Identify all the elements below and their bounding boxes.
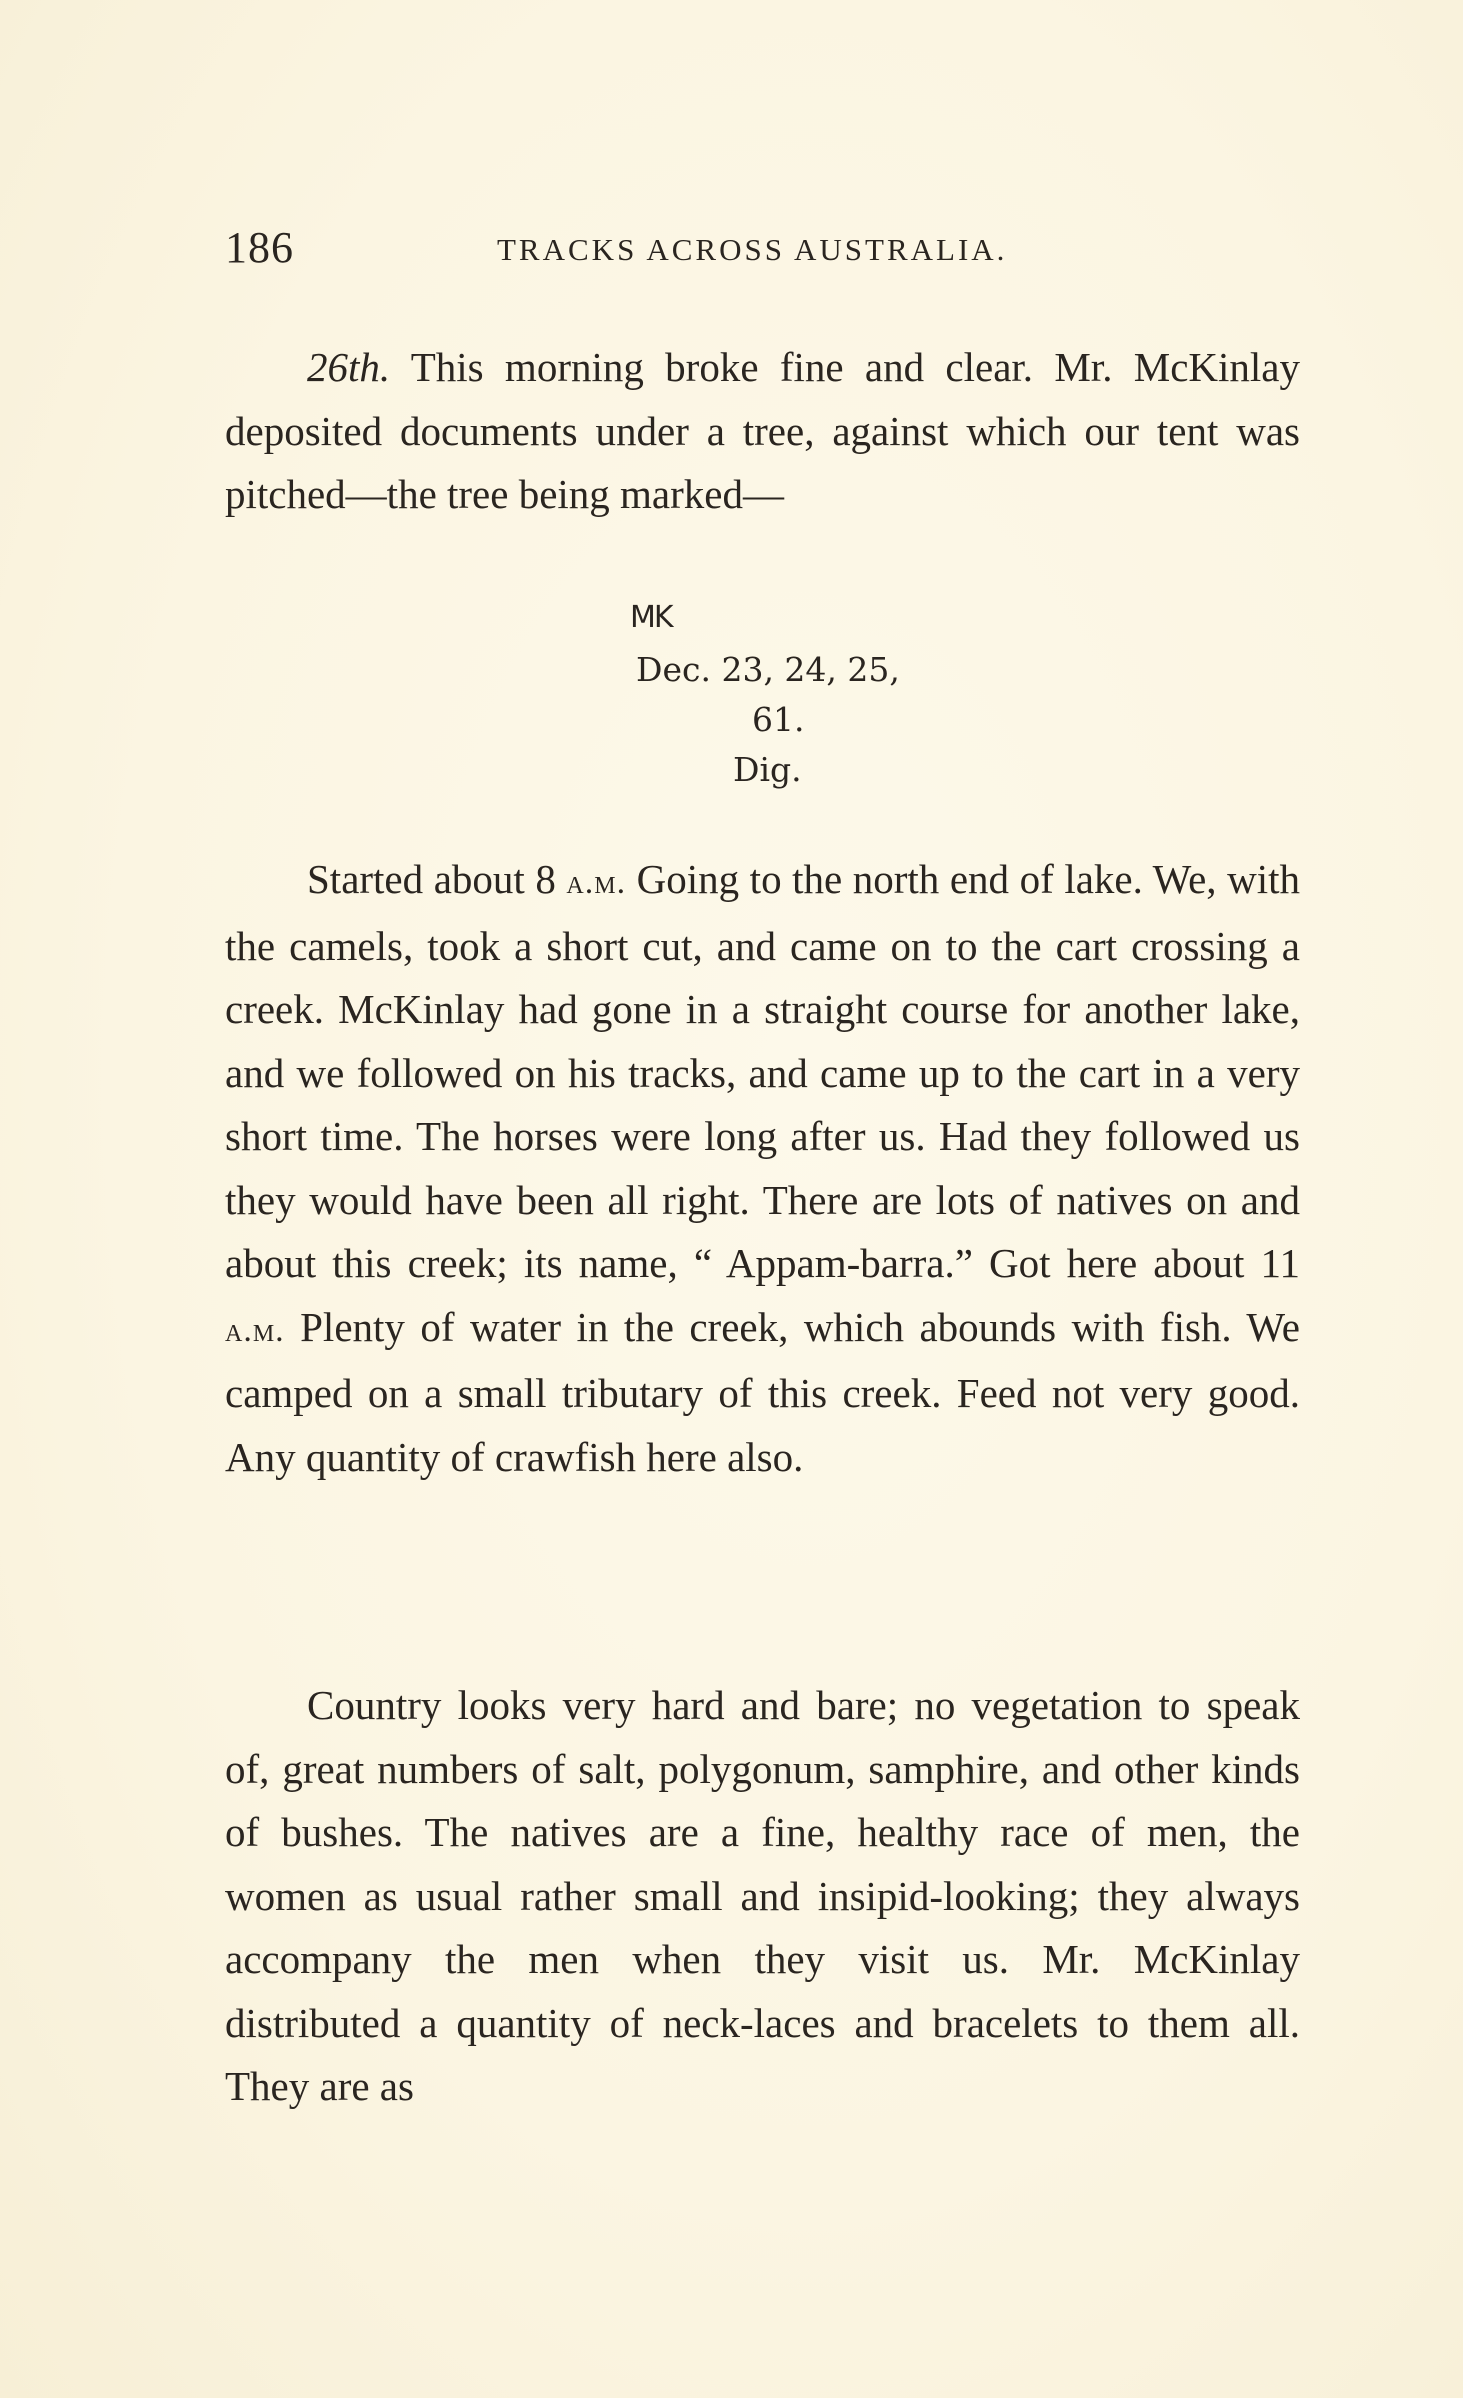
tree-inscription-dig: Dig. xyxy=(733,750,802,789)
running-head: TRACKS ACROSS AUSTRALIA. xyxy=(497,232,1008,267)
time-am-1: a.m. xyxy=(566,864,627,901)
paragraph-2-text xyxy=(225,848,1300,1489)
paragraph-2-part-2: Going to the north end of lake. We, with the camels, took a short cut, and came on to the cart crossing a creek. McKinlay had gone in a straight course for another lake, and we followed on his tracks, and came up to the cart in a very short time. The horses were long after us. Had they followed us they would have been all right. There are lots of natives on and about this creek; its name, “ Appam-barra.” Got here about 11 xyxy=(225,856,1300,1286)
tree-inscription-year: 61. xyxy=(752,700,805,739)
paragraph-2-part-1: Started about 8 xyxy=(307,856,567,902)
paragraph-2-part-3: Plenty of water in the creek, which abounds with fish. We camped on a small tributary of this creek. Feed not very good. Any quantity of crawfish here also. xyxy=(225,1303,1300,1480)
paragraph-1-body: This morning broke fine and clear. Mr. McKinlay deposited documents under a tree, against which our tent was pitched—the tree being marked— xyxy=(225,344,1300,517)
page-header xyxy=(225,222,1305,282)
time-am-2: a.m. xyxy=(225,1311,285,1349)
tree-inscription-dates: Dec. 23, 24, 25, xyxy=(636,650,900,689)
paragraph-1 xyxy=(225,336,1300,527)
tree-inscription-initials: MK xyxy=(630,600,672,635)
paragraph-2 xyxy=(225,848,1300,1489)
entry-date: 26th. xyxy=(307,344,391,390)
paragraph-3 xyxy=(225,1674,1300,2119)
paragraph-3-text: Country looks very hard and bare; no vegetation to speak of, great numbers of salt, polygonum, samphire, and other kinds of bushes. The natives are a fine, healthy race of men, the women as usual rather small and insipid-looking; they always accompany the men when they visit us. Mr. McKinlay distributed a quantity of neck-laces and bracelets to them all. They are as xyxy=(225,1682,1300,2109)
paragraph-1-text xyxy=(225,336,1300,527)
page-number: 186 xyxy=(225,223,294,272)
